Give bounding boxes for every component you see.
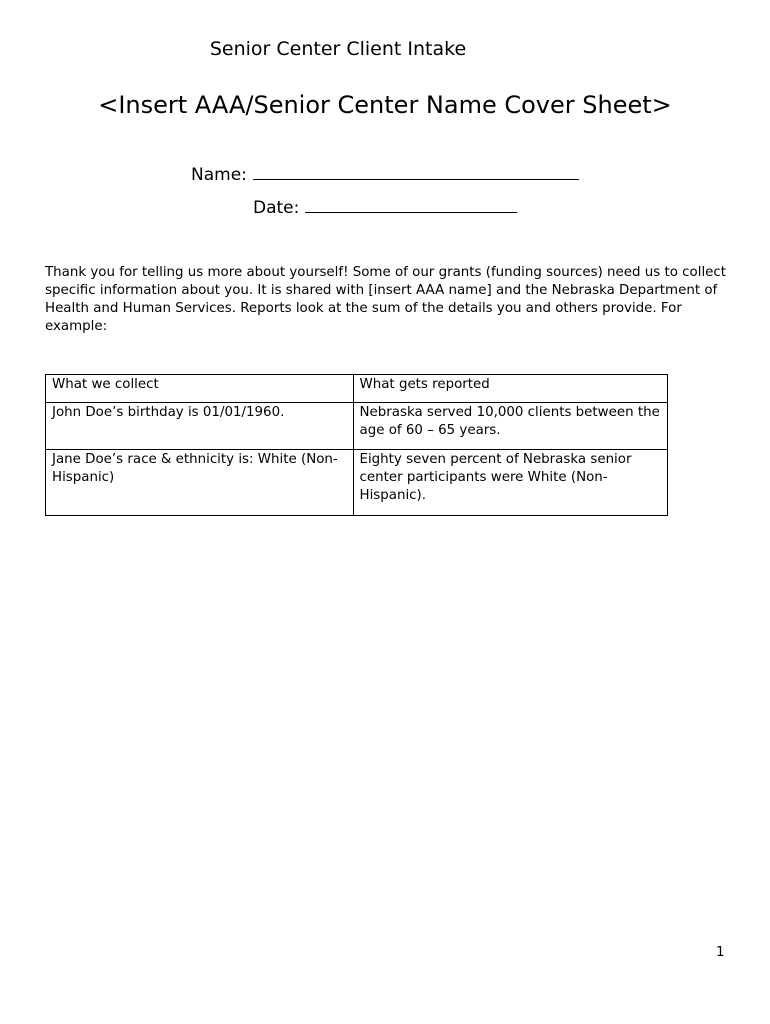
page-number: 1	[716, 945, 725, 960]
table-cell-collect: Jane Doe’s race & ethnicity is: White (Non-Hispanic)	[46, 450, 354, 516]
table-cell-collect: John Doe’s birthday is 01/01/1960.	[46, 403, 354, 450]
name-field-row	[191, 163, 579, 187]
cover-sheet-title: <Insert AAA/Senior Center Name Cover Sheet>	[98, 91, 672, 119]
date-field-row	[253, 196, 517, 220]
date-label: Date:	[253, 198, 300, 218]
intro-paragraph: Thank you for telling us more about yourself! Some of our grants (funding sources) need us to collect specific information about you. It is shared with [insert AAA name] and the Nebraska Department of Health and Human Services. Reports look at the sum of the details you and others provide. For example:	[45, 265, 727, 334]
table-cell-reported: Eighty seven percent of Nebraska senior center participants were White (Non-Hispanic).	[353, 450, 668, 516]
page-header-title: Senior Center Client Intake	[209, 38, 467, 60]
name-label: Name:	[191, 165, 247, 185]
collection-example-table	[45, 374, 668, 516]
column-header-collect: What we collect	[46, 375, 354, 403]
name-blank-line[interactable]	[253, 163, 579, 180]
table-cell-reported: Nebraska served 10,000 clients between the age of 60 – 65 years.	[353, 403, 668, 450]
table-header-row	[46, 375, 668, 403]
table-row	[46, 450, 668, 516]
column-header-reported: What gets reported	[353, 375, 668, 403]
table-row	[46, 403, 668, 450]
date-blank-line[interactable]	[305, 196, 517, 213]
